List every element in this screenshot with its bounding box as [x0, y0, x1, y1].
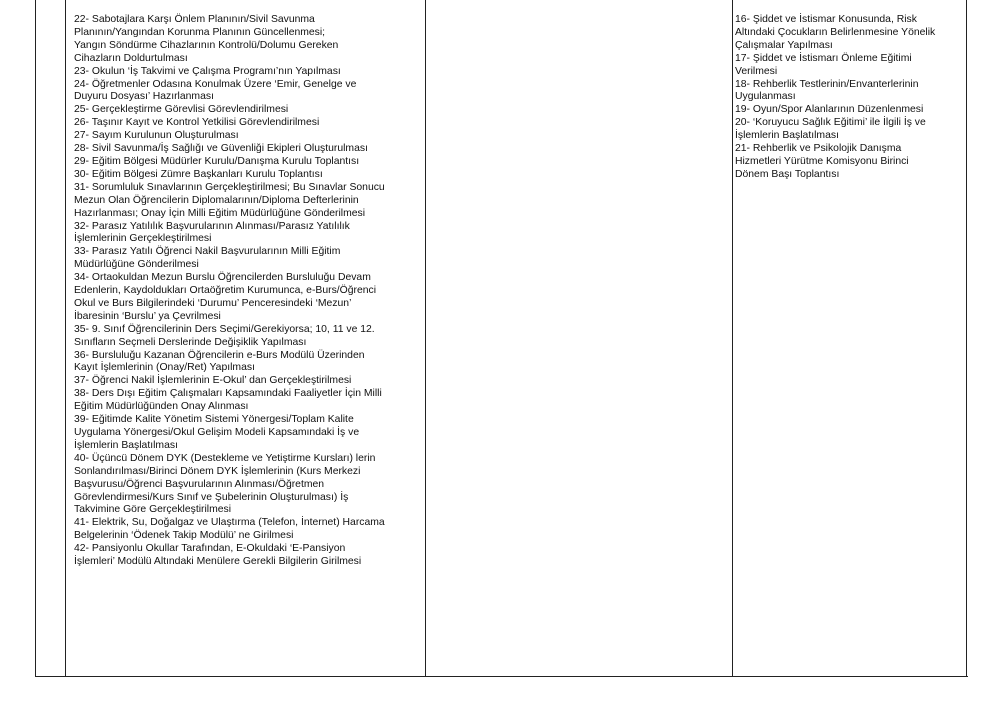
list-item [74, 350, 454, 376]
list-item [74, 79, 454, 105]
list-item-line: Altındaki Çocukların Belirlenmesine Yönelik [735, 26, 936, 38]
list-item-line: Görevlendirmesi/Kurs Sınıf ve Şubelerinin Oluşturulması) İş [74, 491, 349, 503]
list-item-line: 21- Rehberlik ve Psikolojik Danışma [735, 143, 902, 155]
list-item [74, 14, 454, 66]
list-item-line: Uygulama Yönergesi/Okul Gelişim Modeli Kapsamındaki İş ve [74, 427, 360, 438]
tasks-column-middle [74, 14, 454, 569]
list-item-line: Planının/Yangından Korunma Planının Güncellenmesi; [74, 26, 326, 38]
table-divider-3 [732, 0, 733, 676]
table-border-left [35, 0, 36, 676]
list-item [74, 221, 454, 247]
list-item-line: İşlemleri’ Modülü Altındaki Menülere Gerekli Bilgilerin Girilmesi [74, 556, 362, 568]
list-item-line: 25- Gerçekleştirme Görevlisi Görevlendirilmesi [74, 104, 289, 116]
list-item [74, 182, 454, 221]
list-item-line: 33- Parasız Yatılı Öğrenci Nakil Başvurularının Milli Eğitim [74, 246, 341, 258]
list-item-line: Hazırlanması; Onay İçin Milli Eğitim Müdürlüğüne Gönderilmesi [74, 207, 366, 219]
list-item-line: Çalışmalar Yapılması [735, 39, 833, 51]
list-item-line: Duyuru Dosyası’ Hazırlanması [74, 91, 214, 103]
list-item [74, 543, 454, 569]
list-item-line: 35- 9. Sınıf Öğrencilerinin Ders Seçimi/Gerekiyorsa; 10, 11 ve 12. [74, 323, 375, 335]
list-item [74, 156, 454, 169]
list-item-line: İbaresinin ‘Burslu’ ya Çevrilmesi [74, 310, 221, 322]
list-item-line: 18- Rehberlik Testlerinin/Envanterlerinin [735, 78, 919, 90]
list-item-line: Uygulanması [735, 91, 796, 103]
list-item-line: Kayıt İşlemlerinin (Onay/Ret) Yapılması [74, 362, 255, 374]
table-border-bottom [35, 676, 968, 677]
schedule-table [35, 0, 967, 676]
list-item [74, 272, 454, 324]
list-item [74, 130, 454, 143]
list-item [735, 53, 963, 79]
list-item-line: Eğitim Müdürlüğünden Onay Alınması [74, 401, 249, 413]
list-item-line: Mezun Olan Öğrencilerin Diplomalarının/Diploma Defterlerinin [74, 194, 359, 206]
list-item-line: 29- Eğitim Bölgesi Müdürler Kurulu/Danışma Kurulu Toplantısı [74, 155, 360, 167]
list-item-line: 40- Üçüncü Dönem DYK (Destekleme ve Yetiştirme Kursları) lerin [74, 452, 376, 464]
list-item-line: Verilmesi [735, 65, 778, 77]
list-item-line: Başvurusu/Öğrenci Başvurularının Alınması/Öğretmen [74, 478, 325, 490]
list-item-line: Okul ve Burs Bilgilerindeki ‘Durumu’ Penceresindeki ‘Mezun’ [74, 297, 352, 309]
list-item-line: 39- Eğitimde Kalite Yönetim Sistemi Yönergesi/Toplam Kalite [74, 414, 354, 426]
list-item [74, 143, 454, 156]
list-item-line: 16- Şiddet ve İstismar Konusunda, Risk [735, 14, 917, 25]
list-item [735, 14, 963, 53]
list-item [74, 388, 454, 414]
list-item [74, 246, 454, 272]
list-item-line: Takvimine Göre Gerçekleştirilmesi [74, 504, 232, 516]
list-item-line: 31- Sorumluluk Sınavlarının Gerçekleştirilmesi; Bu Sınavlar Sonucu [74, 181, 385, 193]
list-item-line: 30- Eğitim Bölgesi Zümre Başkanları Kurulu Toplantısı [74, 168, 323, 180]
list-item-line: 42- Pansiyonlu Okullar Tarafından, E-Okuldaki ‘E-Pansiyon [74, 543, 346, 555]
table-divider-1 [65, 0, 66, 676]
list-item [74, 324, 454, 350]
list-item [74, 169, 454, 182]
list-item-line: Sınıfların Seçmeli Derslerinde Değişiklik Yapılması [74, 336, 307, 348]
list-item-line: 23- Okulun ‘İş Takvimi ve Çalışma Programı’nın Yapılması [74, 65, 341, 77]
list-item-line: Müdürlüğüne Gönderilmesi [74, 259, 199, 271]
list-item-line: 22- Sabotajlara Karşı Önlem Planının/Sivil Savunma [74, 14, 315, 25]
list-item-line: 37- Öğrenci Nakil İşlemlerinin E-Okul’ dan Gerçekleştirilmesi [74, 375, 352, 387]
list-item [74, 414, 454, 453]
list-item [735, 143, 963, 182]
list-item [74, 375, 454, 388]
list-item-line: 34- Ortaokuldan Mezun Burslu Öğrencilerden Bursluluğu Devam [74, 272, 371, 284]
list-item-line: Hizmetleri Yürütme Komisyonu Birinci [735, 155, 909, 167]
list-item-line: 17- Şiddet ve İstismarı Önleme Eğitimi [735, 52, 912, 64]
list-item-line: 26- Taşınır Kayıt ve Kontrol Yetkilisi Görevlendirilmesi [74, 117, 320, 129]
list-item [735, 79, 963, 105]
list-item-line: 20- ‘Koruyucu Sağlık Eğitimi’ ile İlgili İş ve [735, 117, 926, 129]
list-item-line: Dönem Başı Toplantısı [735, 168, 840, 180]
list-item-line: Belgelerinin ‘Ödenek Takip Modülü’ ne Girilmesi [74, 530, 294, 542]
list-item-line: 27- Sayım Kurulunun Oluşturulması [74, 130, 239, 142]
list-item-line: 32- Parasız Yatılılık Başvurularının Alınması/Parasız Yatılılık [74, 220, 350, 232]
tasks-column-right [735, 14, 963, 182]
list-item-line: İşlemlerin Başlatılması [735, 130, 839, 142]
list-item-line: 19- Oyun/Spor Alanlarının Düzenlenmesi [735, 104, 924, 116]
list-item [74, 117, 454, 130]
list-item-line: Sonlandırılması/Birinci Dönem DYK İşlemlerinin (Kurs Merkezi [74, 465, 361, 477]
list-item-line: İşlemlerinin Gerçekleştirilmesi [74, 233, 212, 245]
list-item-line: 36- Bursluluğu Kazanan Öğrencilerin e-Burs Modülü Üzerinden [74, 349, 365, 361]
list-item [735, 117, 963, 143]
list-item-line: 28- Sivil Savunma/İş Sağlığı ve Güvenliği Ekipleri Oluşturulması [74, 143, 368, 155]
list-item-line: Yangın Söndürme Cihazlarının Kontrolü/Dolumu Gereken [74, 39, 339, 51]
list-item [74, 104, 454, 117]
list-item-line: 41- Elektrik, Su, Doğalgaz ve Ulaştırma (Telefon, İnternet) Harcama [74, 517, 385, 529]
table-border-right [966, 0, 967, 676]
list-item-line: İşlemlerin Başlatılması [74, 439, 178, 451]
list-item [74, 517, 454, 543]
list-item [74, 66, 454, 79]
list-item-line: 24- Öğretmenler Odasına Konulmak Üzere ‘Emir, Genelge ve [74, 78, 357, 90]
list-item [74, 453, 454, 518]
list-item [735, 104, 963, 117]
list-item-line: Cihazların Doldurtulması [74, 52, 188, 64]
list-item-line: Edenlerin, Kaydoldukları Ortaöğretim Kurumunca, e-Burs/Öğrenci [74, 285, 377, 297]
list-item-line: 38- Ders Dışı Eğitim Çalışmaları Kapsamındaki Faaliyetler İçin Milli [74, 388, 382, 400]
